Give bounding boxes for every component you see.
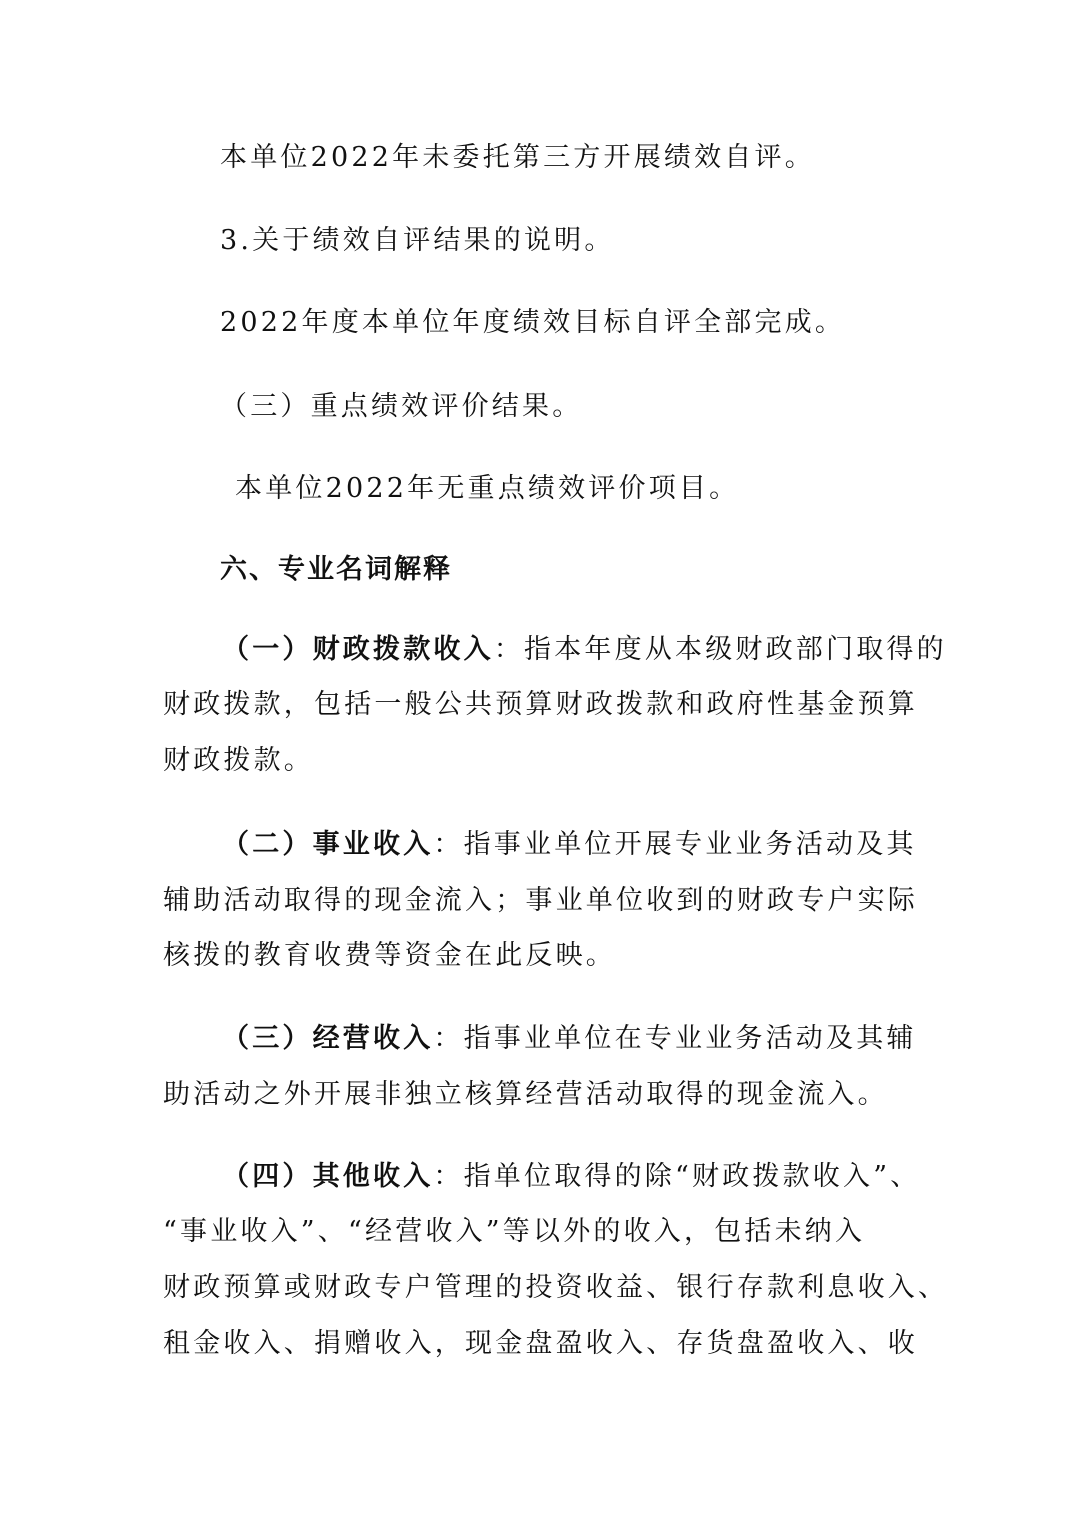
term-definition-line: 核拨的教育收费等资金在此反映。	[163, 940, 616, 971]
paragraph-third-party: 本单位2022年未委托第三方开展绩效自评。	[220, 142, 815, 173]
term-definition-line: 助活动之外开展非独立核算经营活动取得的现金流入。	[163, 1079, 888, 1110]
term-title: （一）财政拨款收入	[222, 634, 494, 665]
term-title: （三）经营收入	[222, 1023, 434, 1054]
paragraph-self-eval-explanation: 3.关于绩效自评结果的说明。	[220, 225, 615, 256]
paragraph-no-key-eval: 本单位2022年无重点绩效评价项目。	[235, 473, 740, 504]
term-definition-line: 财政拨款。	[163, 745, 314, 776]
term-definition-line: 财政拨款，包括一般公共预算财政拨款和政府性基金预算	[163, 689, 918, 720]
term-operating-income	[222, 1022, 917, 1056]
paragraph-self-eval-complete: 2022年度本单位年度绩效目标自评全部完成。	[220, 307, 846, 338]
term-definition-line: 财政预算或财政专户管理的投资收益、银行存款利息收入、	[163, 1272, 949, 1303]
term-fiscal-appropriation	[222, 633, 947, 667]
paragraph-key-eval-results: （三）重点绩效评价结果。	[220, 391, 583, 422]
term-definition: ：指单位取得的除“财政拨款收入”、	[433, 1161, 921, 1192]
term-definition: ：指事业单位在专业业务活动及其辅	[433, 1023, 917, 1054]
term-title: （二）事业收入	[222, 829, 434, 860]
term-definition: ：指事业单位开展专业业务活动及其	[433, 829, 917, 860]
term-other-income	[222, 1160, 920, 1194]
section-heading: 六、专业名词解释	[220, 554, 452, 585]
term-definition-line: “事业收入”、“经营收入”等以外的收入，包括未纳入	[163, 1216, 866, 1247]
term-definition-line: 辅助活动取得的现金流入；事业单位收到的财政专户实际	[163, 885, 918, 916]
term-definition-line: 租金收入、捐赠收入，现金盘盈收入、存货盘盈收入、收	[163, 1328, 918, 1359]
term-title: （四）其他收入	[222, 1161, 434, 1192]
term-definition: ：指本年度从本级财政部门取得的	[493, 634, 947, 665]
term-business-income	[222, 828, 917, 862]
